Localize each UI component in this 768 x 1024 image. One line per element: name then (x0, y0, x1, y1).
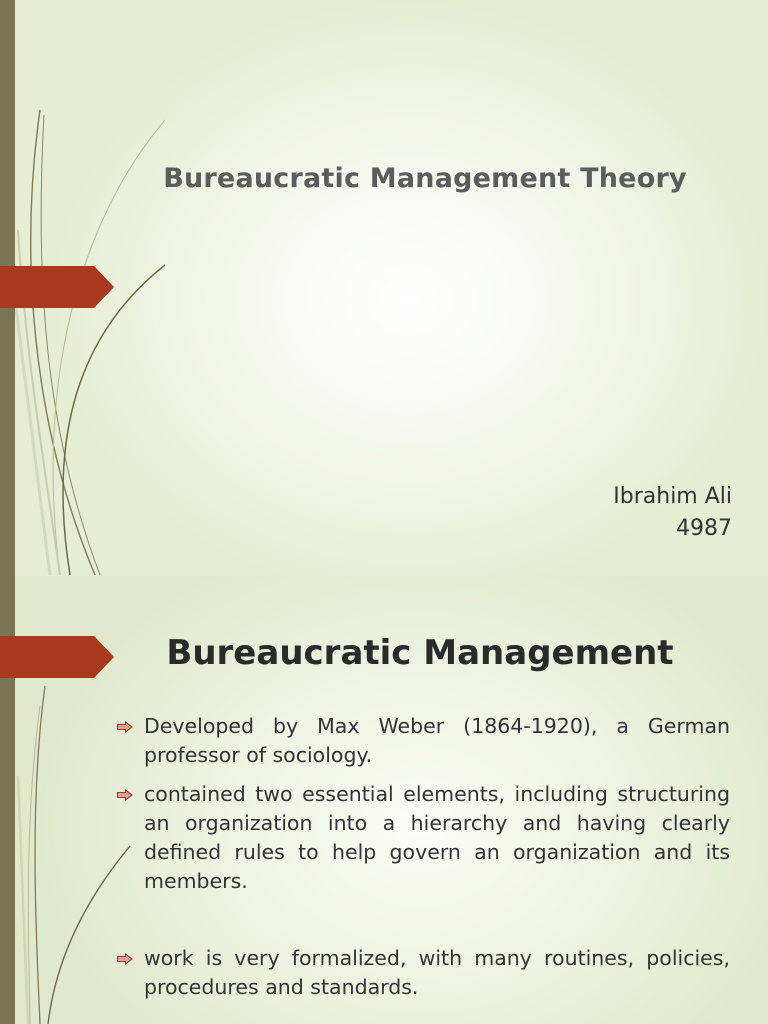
arrow-bullet-icon (116, 789, 134, 801)
content-slide (0, 576, 768, 1024)
arrow-bullet-icon (116, 721, 134, 733)
slide-title: Bureaucratic Management (166, 633, 674, 673)
presenter-name: Ibrahim Ali (613, 484, 732, 509)
accent-tab (0, 636, 114, 678)
slide-title: Bureaucratic Management Theory (163, 163, 687, 194)
bullet-text: Developed by Max Weber (1864-1920), a German professor of sociology. (144, 714, 730, 767)
list-item (116, 780, 730, 896)
list-item (116, 712, 730, 770)
accent-tab (0, 266, 114, 308)
bullet-text: contained two essential elements, including structuring an organization into a hierarchy and having clearly defined rules to help govern an organization and its members. (144, 782, 730, 893)
presenter-id: 4987 (676, 516, 732, 541)
bullet-list (116, 712, 730, 1012)
bullet-text: work is very formalized, with many routines, policies, procedures and standards. (144, 946, 730, 999)
presenter-info (613, 481, 732, 545)
arrow-bullet-icon (116, 953, 134, 965)
list-item (116, 944, 730, 1002)
